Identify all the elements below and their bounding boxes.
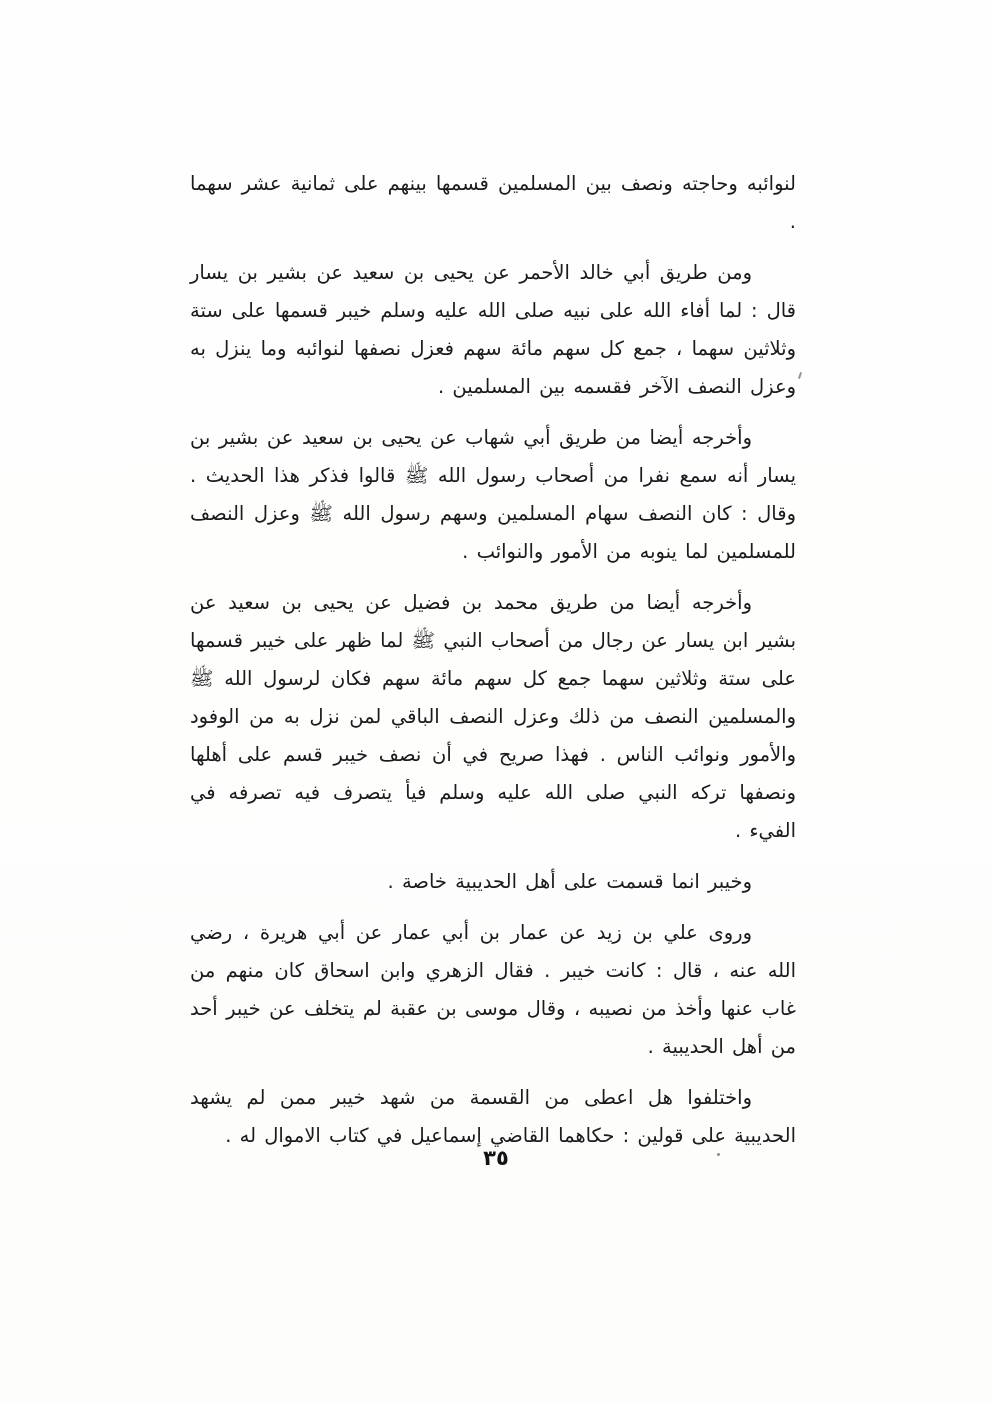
paragraph-continuation: لنوائبه وحاجته ونصف بين المسلمين قسمها بينهم على ثمانية عشر سهما . [190, 172, 796, 233]
paragraph: واختلفوا هل اعطى من القسمة من شهد خيبر ممن لم يشهد الحديبية على قولين : حكاهما القاضي إسماعيل في كتاب الاموال له . [190, 1086, 796, 1147]
page-number: ٣٥ [483, 1146, 509, 1170]
paragraph: وخيبر انما قسمت على أهل الحديبية خاصة . [387, 870, 752, 893]
scan-artifact-dot [717, 1153, 720, 1156]
scan-artifact-mark [798, 372, 802, 379]
paragraph: وروى علي بن زيد عن عمار بن أبي عمار عن أبي هريرة ، رضي الله عنه ، قال : كانت خيبر . فقال الزهري وابن اسحاق كان منهم من غاب عنها وأخذ من نصيبه ، وقال موسى بن عقبة لم يتخلف عن خيبر أحد من أهل الحديبية . [190, 921, 796, 1058]
paragraph: وأخرجه أيضا من طريق أبي شهاب عن يحيى بن سعيد عن بشير بن يسار أنه سمع نفرا من أصحاب رسول الله ﷺ قالوا فذكر هذا الحديث . وقال : كان النصف سهام المسلمين وسهم رسول الله ﷺ وعزل النصف للمسلمين لما ينوبه من الأمور والنوائب . [190, 426, 796, 563]
body-text [190, 165, 796, 1168]
paragraph: وأخرجه أيضا من طريق محمد بن فضيل عن يحيى بن سعيد عن بشير ابن يسار عن رجال من أصحاب النبي ﷺ لما ظهر على خيبر قسمها على ستة وثلاثين سهما جمع كل سهم مائة سهم فكان لرسول الله ﷺ والمسلمين النصف من ذلك وعزل النصف الباقي لمن نزل به من الوفود والأمور ونوائب الناس . فهذا صريح في أن نصف خيبر قسم على أهلها ونصفها تركه النبي صلى الله عليه وسلم فيأ يتصرف فيه تصرفه في الفيء . [190, 591, 796, 842]
paragraph: ومن طريق أبي خالد الأحمر عن يحيى بن سعيد عن بشير بن يسار قال : لما أفاء الله على نبيه صلى الله عليه وسلم خيبر قسمها على ستة وثلاثين سهما ، جمع كل سهم مائة سهم فعزل نصفها لنوائبه وما ينزل به وعزل النصف الآخر فقسمه بين المسلمين . [190, 261, 796, 398]
